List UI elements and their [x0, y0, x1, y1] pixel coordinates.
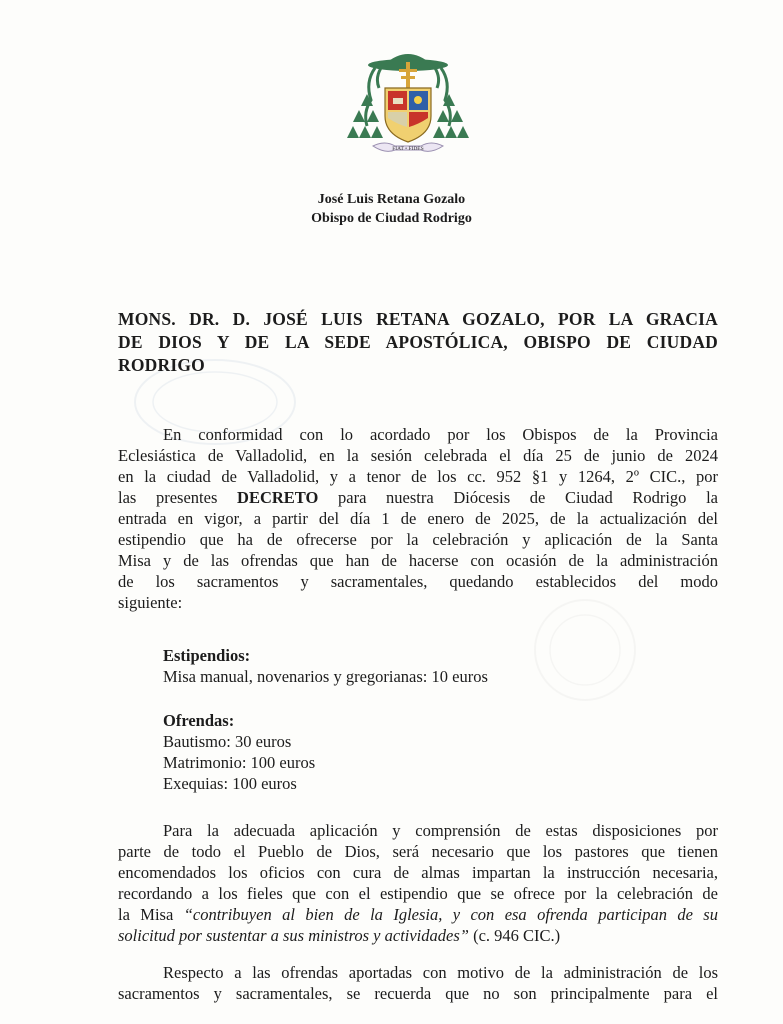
text-line: en la ciudad de Valladolid, y a tenor de los cc. 952 §1 y 1264, 2º CIC., por	[118, 467, 718, 486]
decreto-bold: DECRETO	[237, 488, 319, 507]
heading-line: MONS. DR. D. JOSÉ LUIS RETANA GOZALO, POR LA GRACIA	[118, 309, 718, 329]
quote-italic: solicitud por sustentar a sus ministros y actividades”	[118, 926, 469, 945]
ofrendas-heading: Ofrendas:	[163, 711, 235, 730]
bishop-name: José Luis Retana Gozalo	[317, 192, 466, 207]
text-line: encomendados los oficios con cura de almas impartan la instrucción necesaria,	[118, 863, 718, 882]
text-line: Eclesiástica de Valladolid, en la sesión celebrada el día 25 de junio de 2024	[118, 446, 718, 465]
text-line: entrada en vigor, a partir del día 1 de enero de 2025, de la actualización del	[118, 509, 718, 528]
text-run: la Misa	[118, 905, 184, 924]
text-line: recordando a los fieles que con el estipendio que se ofrece por la celebración de	[118, 884, 718, 903]
text-line	[118, 904, 718, 925]
ofrenda-item: Matrimonio: 100 euros	[163, 753, 316, 772]
text-line: estipendio que ha de ofrecerse por la celebración y aplicación de la Santa	[118, 530, 718, 549]
text-line: En conformidad con lo acordado por los Obispos de la Provincia	[163, 425, 718, 444]
quote-italic: “contribuyen al bien de la Iglesia, y con esa ofrenda participan de su	[183, 905, 718, 924]
text-line: sacramentos y sacramentales, se recuerda que no son principalmente para el	[118, 984, 718, 1003]
ofrenda-item: Exequias: 100 euros	[163, 774, 297, 793]
text-run: para nuestra Diócesis de Ciudad Rodrigo la	[318, 488, 718, 507]
decree-paragraph-1	[118, 424, 718, 613]
text-line: de los sacramentos y sacramentales, quedando establecidos del modo	[118, 572, 718, 591]
estipendios-heading: Estipendios:	[163, 646, 251, 665]
ofrendas-section	[163, 710, 703, 794]
estipendios-section	[163, 645, 703, 687]
heading-line: DE DIOS Y DE LA SEDE APOSTÓLICA, OBISPO DE CIUDAD	[118, 332, 718, 352]
text-line: Misa y de las ofrendas que han de hacerse con ocasión de la administración	[118, 551, 718, 570]
text-line	[118, 925, 718, 946]
text-run: (c. 946 CIC.)	[468, 926, 561, 945]
text-run: las presentes	[118, 488, 238, 507]
text-line: parte de todo el Pueblo de Dios, será necesario que los pastores que tienen	[118, 842, 718, 861]
bishop-title: Obispo de Ciudad Rodrigo	[311, 211, 472, 226]
estipendio-item: Misa manual, novenarios y gregorianas: 10 euros	[163, 667, 488, 686]
motto-text: FIAT • FIDES	[392, 146, 424, 152]
heading-line: RODRIGO	[118, 355, 205, 375]
decree-paragraph-3	[118, 962, 718, 1004]
decree-paragraph-2	[118, 820, 718, 946]
episcopal-coat-of-arms-icon	[345, 42, 471, 166]
text-line: siguiente:	[118, 593, 183, 612]
text-line: Para la adecuada aplicación y comprensión de estas disposiciones por	[163, 821, 718, 840]
text-line	[118, 487, 718, 508]
text-line: Respecto a las ofrendas aportadas con motivo de la administración de los	[163, 963, 718, 982]
ofrenda-item: Bautismo: 30 euros	[163, 732, 292, 751]
decree-heading	[118, 308, 718, 377]
